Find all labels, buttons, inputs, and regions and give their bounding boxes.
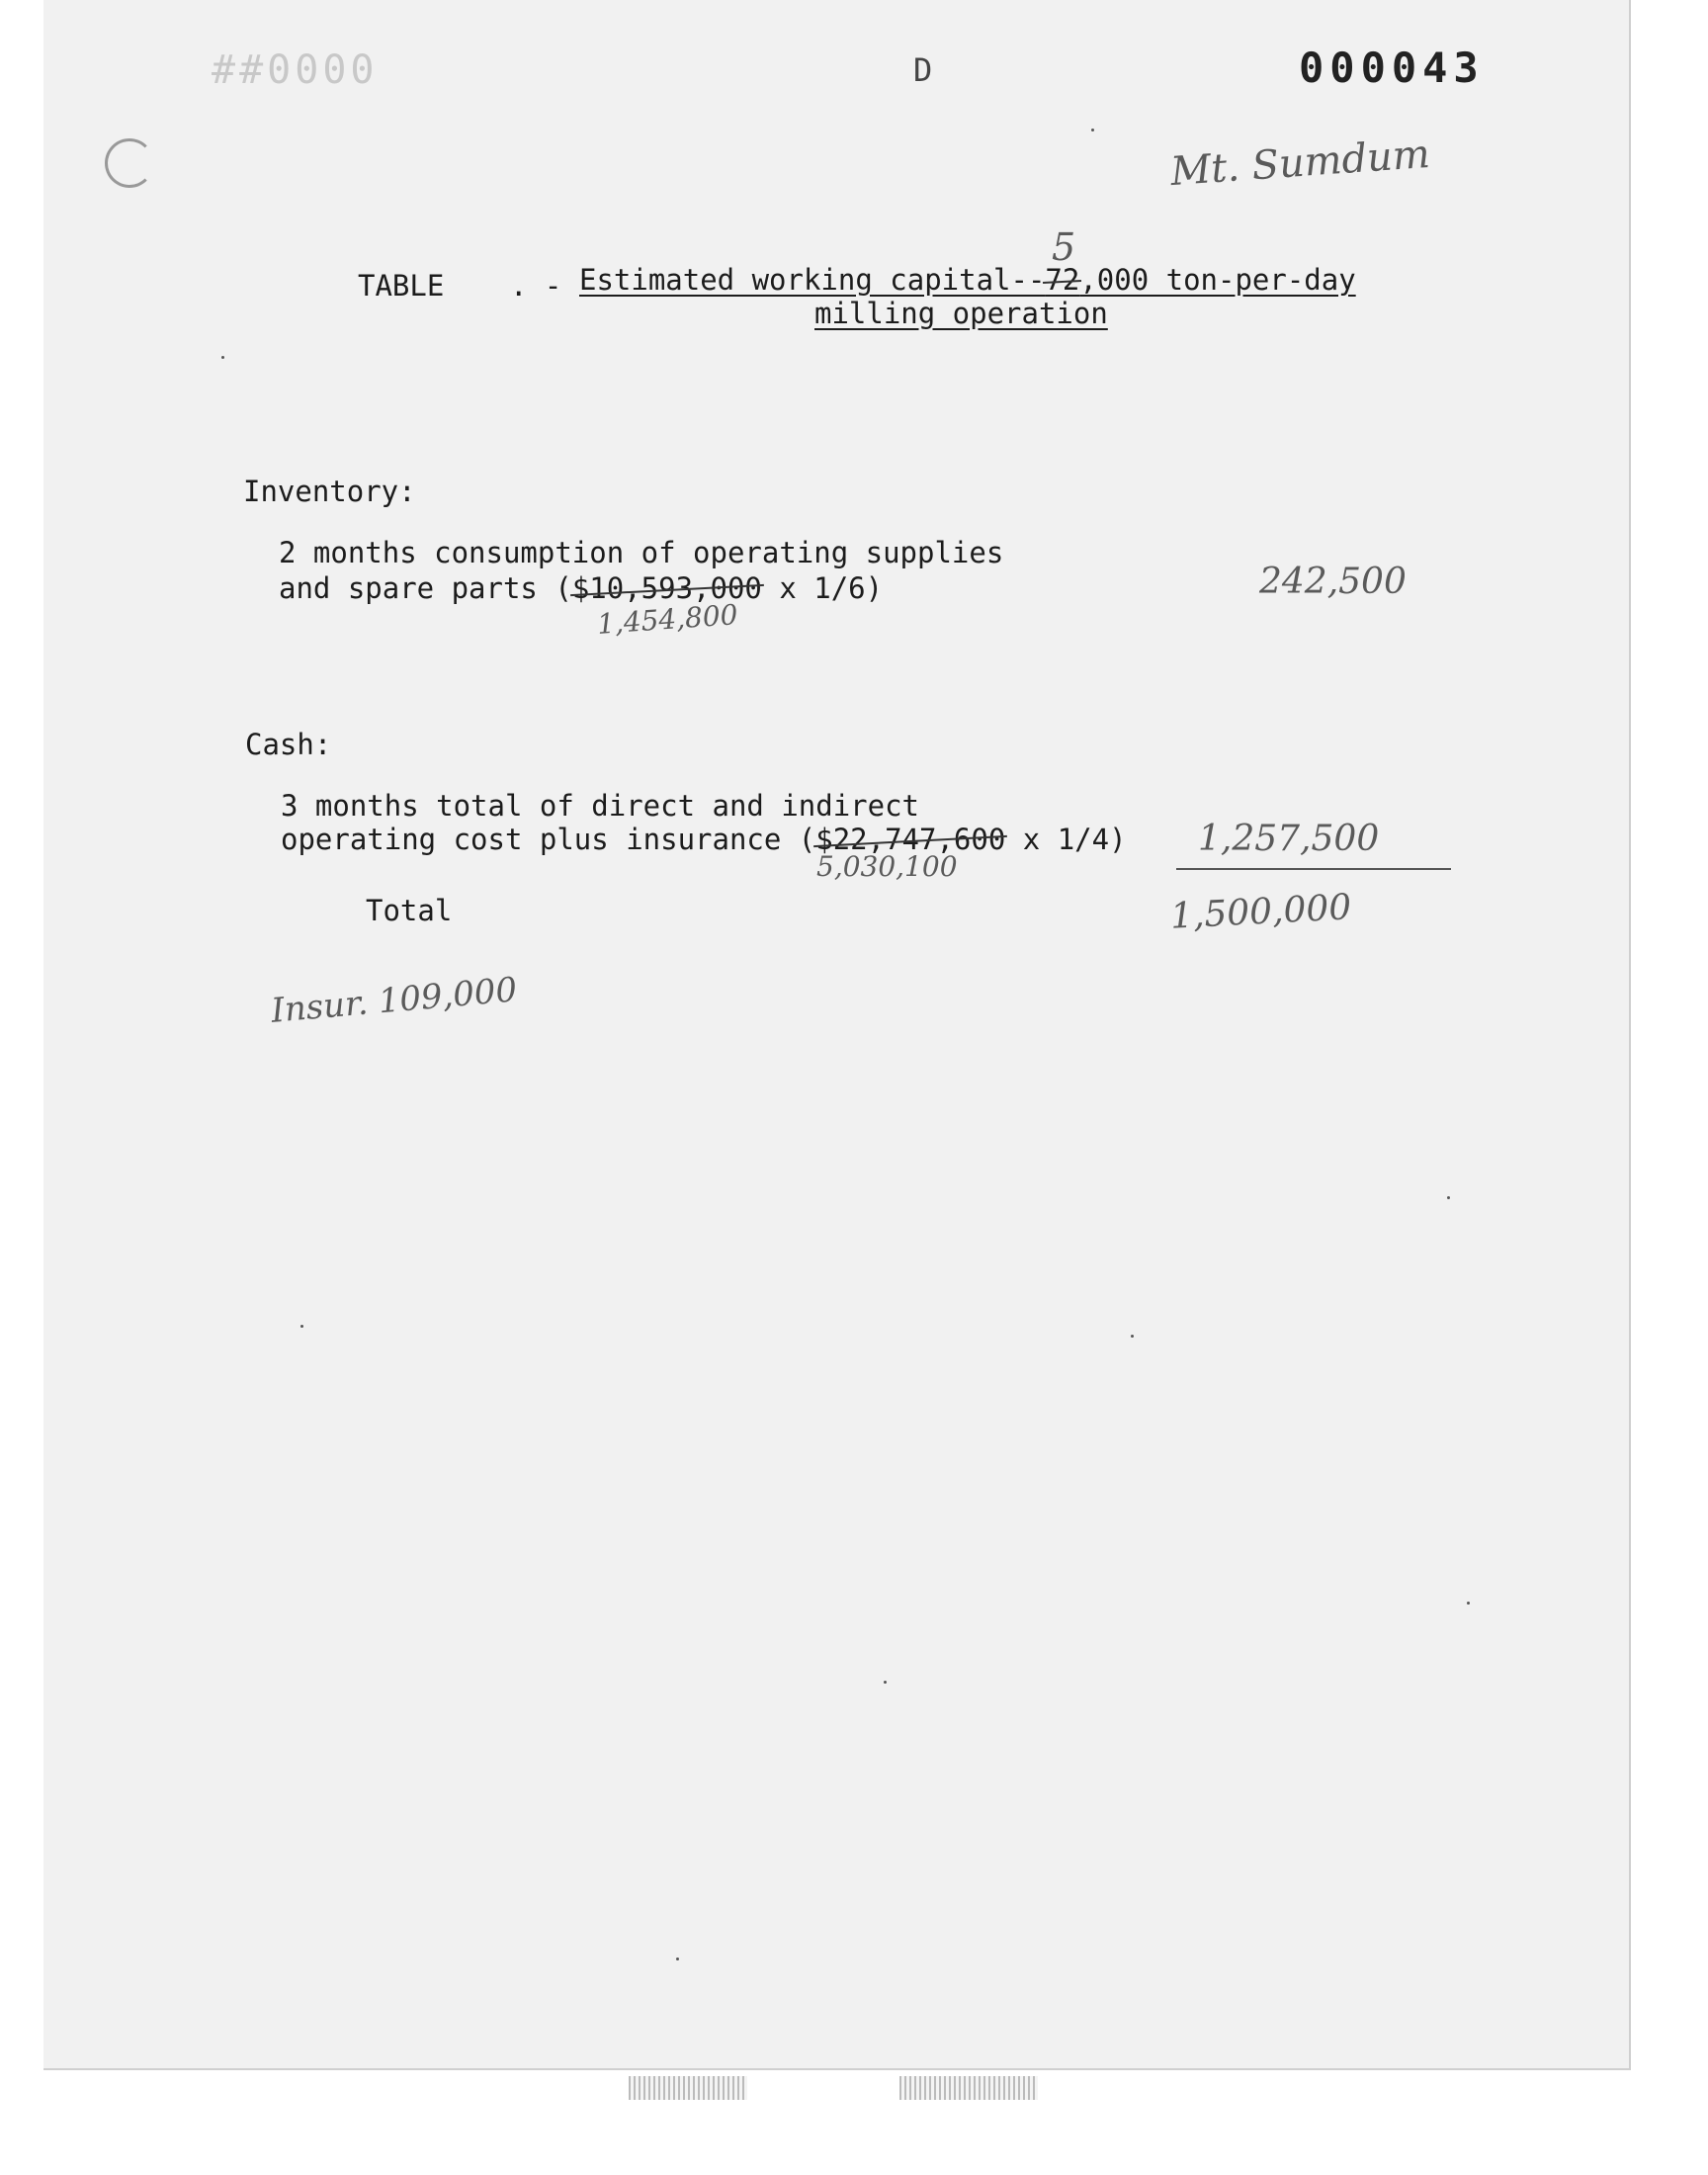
inventory-line1: 2 months consumption of operating supplies — [279, 536, 1004, 569]
title-text-before: Estimated working capital-- — [579, 263, 1046, 297]
title-separator: . - — [510, 269, 562, 303]
page-title-line1 — [579, 263, 1356, 297]
total-rule — [1176, 868, 1451, 870]
inventory-line2 — [279, 571, 883, 605]
title-text-after: ,000 ton-per-day — [1079, 263, 1356, 297]
scan-speck — [1091, 129, 1094, 131]
inventory-text-after: x 1/6) — [761, 571, 884, 605]
cash-handwritten-base: 5,030,100 — [816, 850, 958, 883]
page-title-line2: milling operation — [814, 297, 1108, 330]
cash-line2 — [281, 823, 1127, 856]
cash-text-before: operating cost plus insurance ( — [281, 823, 816, 856]
cash-struck-value: $22,747,600 — [815, 823, 1006, 856]
cash-heading: Cash: — [245, 728, 332, 761]
scan-speck — [300, 1325, 303, 1328]
inventory-handwritten-base: 1,454,800 — [596, 598, 739, 641]
punch-hole-mark — [105, 138, 154, 188]
table-label: TABLE — [358, 269, 445, 303]
scan-edge-strip — [629, 2076, 747, 2100]
handwritten-signature: Mt. Sumdum — [1168, 130, 1432, 196]
scan-speck — [884, 1681, 887, 1684]
total-label: Total — [366, 894, 453, 927]
title-handwritten-correction: 5 — [1052, 225, 1076, 269]
ghost-stamp: ##0000 — [212, 47, 379, 93]
scan-speck — [1131, 1335, 1134, 1338]
scan-speck — [221, 356, 224, 359]
title-struck-value: 72 — [1045, 263, 1080, 297]
scan-speck — [1447, 1196, 1450, 1199]
cash-amount: 1,257,500 — [1198, 819, 1380, 859]
document-page — [43, 0, 1631, 2070]
inventory-text-before: and spare parts ( — [279, 571, 572, 605]
cash-text-after: x 1/4) — [1005, 823, 1127, 856]
page-number: 000043 — [1299, 44, 1485, 92]
scan-speck — [676, 1958, 679, 1960]
scan-edge-strip — [899, 2076, 1038, 2100]
scan-speck — [1467, 1602, 1470, 1605]
total-amount: 1,500,000 — [1169, 887, 1353, 937]
inventory-amount: 242,500 — [1259, 562, 1407, 602]
inventory-heading: Inventory: — [243, 475, 416, 508]
header-mark: D — [913, 51, 933, 89]
cash-line1: 3 months total of direct and indirect — [281, 789, 920, 823]
handwritten-insurance-note: Insur. 109,000 — [269, 970, 519, 1031]
inventory-struck-value: $10,593,000 — [571, 571, 762, 605]
